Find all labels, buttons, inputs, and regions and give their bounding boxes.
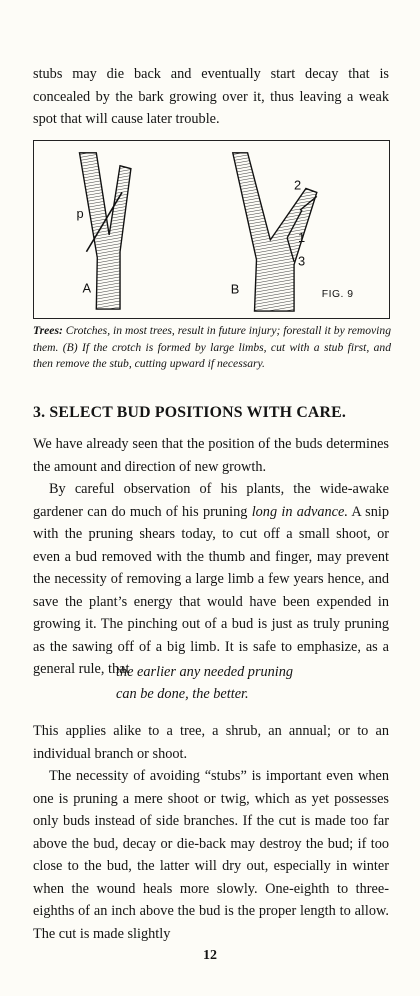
figure-number: FIG. 9 <box>321 289 354 301</box>
p2-emphasis: long in advance. <box>251 503 348 520</box>
paragraph-buds-position: We have already seen that the position of the buds determines the amount and direction of new growth. <box>33 436 389 475</box>
figure-caption <box>33 323 391 373</box>
rule-quote <box>116 661 293 705</box>
tree-crotch-illustration <box>34 141 389 318</box>
paragraph-observation <box>33 478 389 681</box>
paragraph-stubs: The necessity of avoiding “stubs” is important even when one is pruning a mere shoot or twig, which as yet possesses only buds instead of side branches. If the cut is made too far above the bud, decay or die-back may destroy the bud; if too close to the bud, the latter will dry out, especially in winter when the wound heals more slowly. One-eighth to three-eighths of an inch above the bud is the proper length to allow. The cut is made slightly <box>33 768 389 942</box>
caption-text: Crotches, in most trees, result in future injury; forestall it by removing them. (B) If the crotch is formed by large limbs, cut with a stub first, and then remove the stub, cutting upward if necessary. <box>33 324 391 371</box>
label-2: 2 <box>294 177 302 193</box>
label-3: 3 <box>298 253 306 269</box>
p2-start: By careful observation of his plants, the wide-awake gardener can do much of his pruning <box>33 481 389 520</box>
caption-lead: Trees: <box>33 324 63 337</box>
label-b: B <box>230 281 240 297</box>
section-heading: 3. SELECT BUD POSITIONS WITH CARE. <box>33 404 347 421</box>
page-number: 12 <box>203 948 217 963</box>
label-p: p <box>76 206 84 222</box>
figure-tree-crotches <box>33 140 390 319</box>
label-1: 1 <box>298 229 306 245</box>
quote-line-1: the earlier any needed pruning <box>116 664 294 680</box>
paragraph-applies: This applies alike to a tree, a shrub, an annual; or to an individual branch or shoot. <box>33 723 389 762</box>
quote-line-2: can be done, the better. <box>116 686 249 702</box>
p2-end: A snip with the pruning shears today, to cut off a small shoot, or even a bud removed with the thumb and finger, may prevent the necessity of removing a large limb a few years hence, and save the plant’s energy that would have been expended in growing it. The pinching out of a bud is just as truly pruning as the sawing off of a big limb. It is safe to emphasize, as a general rule, that <box>33 503 389 677</box>
intro-paragraph: stubs may die back and eventually start decay that is concealed by the bark growing over it, thus leaving a weak spot that will cause later trouble. <box>33 66 389 127</box>
label-a: A <box>82 280 92 296</box>
